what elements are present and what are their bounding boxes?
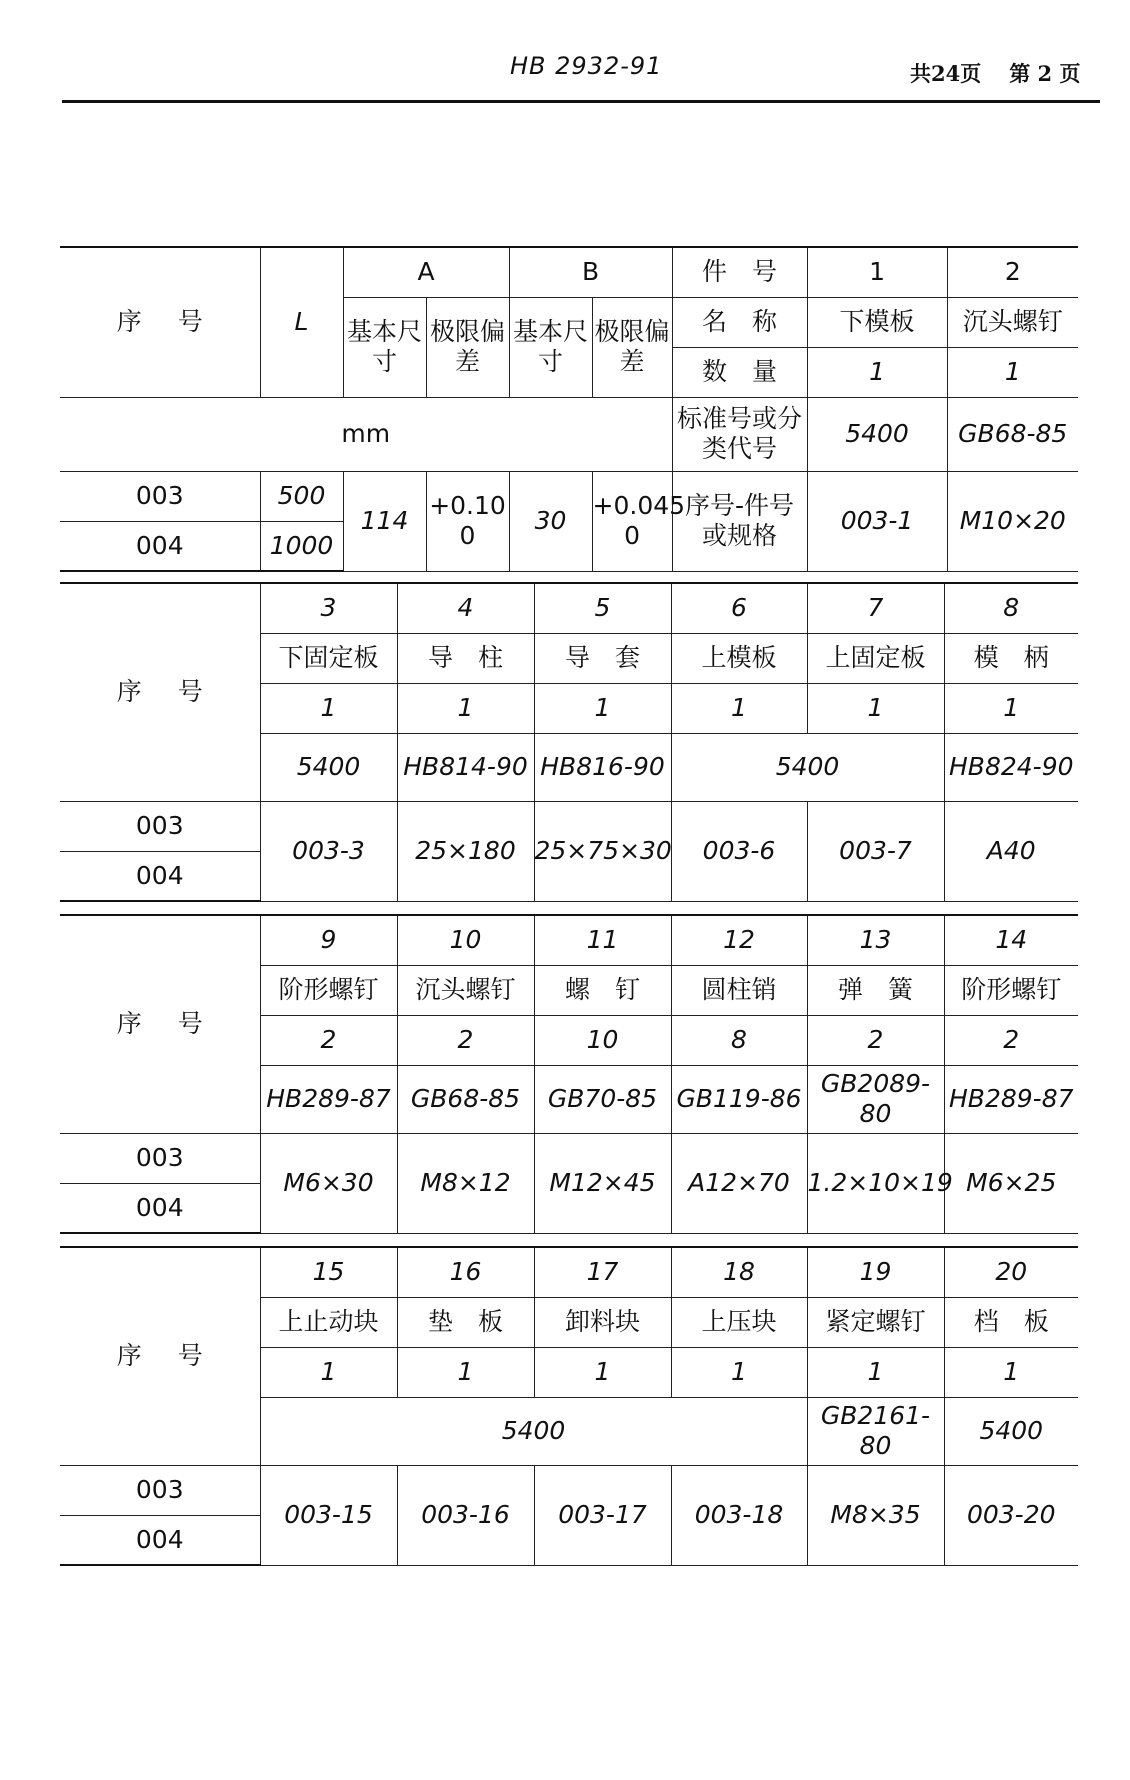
part-name: 模 柄 bbox=[944, 633, 1078, 683]
part-spec: M8×12 bbox=[397, 1133, 534, 1233]
part-no: 7 bbox=[807, 583, 944, 633]
part-name: 导 套 bbox=[534, 633, 671, 683]
L-value: 500 bbox=[260, 471, 343, 521]
part-name: 紧定螺钉 bbox=[807, 1297, 944, 1347]
label-name: 名 称 bbox=[672, 297, 807, 347]
part-no: 5 bbox=[534, 583, 671, 633]
part-name: 下模板 bbox=[807, 297, 947, 347]
part-qty: 1 bbox=[397, 683, 534, 733]
part-no: 3 bbox=[260, 583, 397, 633]
part-spec: 003-3 bbox=[260, 801, 397, 901]
total-pages: 共24页 bbox=[910, 61, 982, 86]
part-name: 上模板 bbox=[671, 633, 807, 683]
part-name: 上固定板 bbox=[807, 633, 944, 683]
A-dev-lower: 0 bbox=[459, 521, 476, 550]
unit-mm: mm bbox=[60, 397, 672, 471]
part-name: 垫 板 bbox=[397, 1297, 534, 1347]
header-rule bbox=[62, 100, 1100, 103]
part-qty: 1 bbox=[947, 347, 1078, 397]
B-dev-upper: +0.045 bbox=[592, 490, 686, 520]
part-std: HB814-90 bbox=[397, 733, 534, 801]
part-spec: 1.2×10×19 bbox=[807, 1133, 944, 1233]
table-section-2 bbox=[60, 582, 1078, 902]
page-count bbox=[910, 58, 1108, 88]
part-name: 上压块 bbox=[671, 1297, 807, 1347]
part-std: 5400 bbox=[260, 733, 397, 801]
part-name: 上止动块 bbox=[260, 1297, 397, 1347]
part-no: 14 bbox=[944, 915, 1078, 965]
part-name: 档 板 bbox=[944, 1297, 1078, 1347]
part-no: 17 bbox=[534, 1247, 671, 1297]
A-deviation bbox=[426, 471, 509, 571]
part-spec: M8×35 bbox=[807, 1465, 944, 1565]
table-section-1 bbox=[60, 246, 1078, 572]
part-qty: 1 bbox=[671, 1347, 807, 1397]
table-section-3 bbox=[60, 914, 1078, 1234]
part-name: 弹 簧 bbox=[807, 965, 944, 1015]
part-std: HB824-90 bbox=[944, 733, 1078, 801]
part-qty: 1 bbox=[807, 1347, 944, 1397]
part-spec: M12×45 bbox=[534, 1133, 671, 1233]
col-B-header: B bbox=[509, 247, 672, 297]
part-name: 沉头螺钉 bbox=[947, 297, 1078, 347]
part-spec: M6×25 bbox=[944, 1133, 1078, 1233]
part-spec: 003-17 bbox=[534, 1465, 671, 1565]
part-no: 11 bbox=[534, 915, 671, 965]
part-qty: 1 bbox=[944, 1347, 1078, 1397]
label-std: 标准号或分类代号 bbox=[672, 397, 807, 471]
part-std: GB2161-80 bbox=[807, 1397, 944, 1465]
seq-header: 序号 bbox=[60, 1247, 260, 1465]
part-spec: 003-18 bbox=[671, 1465, 807, 1565]
B-dev-lower: 0 bbox=[624, 521, 640, 550]
seq-003: 003 bbox=[60, 801, 260, 851]
part-spec: 25×180 bbox=[397, 801, 534, 901]
part-std: GB68-85 bbox=[397, 1065, 534, 1133]
part-spec: 003-16 bbox=[397, 1465, 534, 1565]
part-no: 20 bbox=[944, 1247, 1078, 1297]
A-dev-upper: +0.10 bbox=[429, 490, 506, 520]
B-basic: 30 bbox=[509, 471, 592, 571]
part-spec: M6×30 bbox=[260, 1133, 397, 1233]
label-qty: 数 量 bbox=[672, 347, 807, 397]
seq-004: 004 bbox=[60, 1183, 260, 1233]
part-spec: A40 bbox=[944, 801, 1078, 901]
seq-004: 004 bbox=[60, 1515, 260, 1565]
document-code: HB 2932-91 bbox=[510, 52, 663, 80]
part-qty: 10 bbox=[534, 1015, 671, 1065]
A-limit-dev-header: 极限偏差 bbox=[426, 297, 509, 397]
part-no: 6 bbox=[671, 583, 807, 633]
part-qty: 2 bbox=[397, 1015, 534, 1065]
part-no: 9 bbox=[260, 915, 397, 965]
seq-003: 003 bbox=[60, 1133, 260, 1183]
seq-004: 004 bbox=[60, 521, 260, 571]
part-std: 5400 bbox=[671, 733, 944, 801]
page-number: 第 2 页 bbox=[1009, 61, 1081, 86]
part-spec: M10×20 bbox=[947, 471, 1078, 571]
seq-header: 序号 bbox=[60, 915, 260, 1133]
part-no: 8 bbox=[944, 583, 1078, 633]
part-name: 下固定板 bbox=[260, 633, 397, 683]
part-no: 4 bbox=[397, 583, 534, 633]
part-no: 12 bbox=[671, 915, 807, 965]
part-std: GB119-86 bbox=[671, 1065, 807, 1133]
part-std: HB289-87 bbox=[944, 1065, 1078, 1133]
part-name: 圆柱销 bbox=[671, 965, 807, 1015]
part-name: 卸料块 bbox=[534, 1297, 671, 1347]
B-basic-size-header: 基本尺寸 bbox=[509, 297, 592, 397]
part-spec: A12×70 bbox=[671, 1133, 807, 1233]
part-qty: 1 bbox=[671, 683, 807, 733]
label-part-no: 件 号 bbox=[672, 247, 807, 297]
part-spec: 003-20 bbox=[944, 1465, 1078, 1565]
part-name: 沉头螺钉 bbox=[397, 965, 534, 1015]
part-qty: 1 bbox=[534, 1347, 671, 1397]
part-spec: 003-1 bbox=[807, 471, 947, 571]
part-no: 2 bbox=[947, 247, 1078, 297]
seq-003: 003 bbox=[60, 1465, 260, 1515]
part-qty: 1 bbox=[397, 1347, 534, 1397]
part-name: 阶形螺钉 bbox=[260, 965, 397, 1015]
col-L-header: L bbox=[260, 247, 343, 397]
part-qty: 1 bbox=[944, 683, 1078, 733]
table-section-4 bbox=[60, 1246, 1078, 1566]
part-std: HB289-87 bbox=[260, 1065, 397, 1133]
part-std: HB816-90 bbox=[534, 733, 671, 801]
A-basic: 114 bbox=[343, 471, 426, 571]
seq-004: 004 bbox=[60, 851, 260, 901]
part-qty: 2 bbox=[260, 1015, 397, 1065]
seq-header: 序号 bbox=[60, 247, 260, 397]
part-qty: 2 bbox=[807, 1015, 944, 1065]
part-qty: 1 bbox=[534, 683, 671, 733]
part-std: GB70-85 bbox=[534, 1065, 671, 1133]
part-spec: 25×75×30 bbox=[534, 801, 671, 901]
part-spec: 003-15 bbox=[260, 1465, 397, 1565]
part-qty: 1 bbox=[260, 683, 397, 733]
part-std: 5400 bbox=[807, 397, 947, 471]
seq-003: 003 bbox=[60, 471, 260, 521]
part-qty: 2 bbox=[944, 1015, 1078, 1065]
part-spec: 003-7 bbox=[807, 801, 944, 901]
part-no: 13 bbox=[807, 915, 944, 965]
part-no: 19 bbox=[807, 1247, 944, 1297]
part-name: 导 柱 bbox=[397, 633, 534, 683]
part-qty: 1 bbox=[807, 683, 944, 733]
part-no: 1 bbox=[807, 247, 947, 297]
part-std: GB2089-80 bbox=[807, 1065, 944, 1133]
part-spec: 003-6 bbox=[671, 801, 807, 901]
part-qty: 1 bbox=[807, 347, 947, 397]
part-name: 阶形螺钉 bbox=[944, 965, 1078, 1015]
B-limit-dev-header: 极限偏差 bbox=[592, 297, 672, 397]
part-no: 16 bbox=[397, 1247, 534, 1297]
part-qty: 8 bbox=[671, 1015, 807, 1065]
L-value: 1000 bbox=[260, 521, 343, 571]
B-deviation bbox=[592, 471, 686, 571]
part-qty: 1 bbox=[260, 1347, 397, 1397]
part-no: 18 bbox=[671, 1247, 807, 1297]
part-name: 螺 钉 bbox=[534, 965, 671, 1015]
part-std: 5400 bbox=[260, 1397, 807, 1465]
part-std: GB68-85 bbox=[947, 397, 1078, 471]
part-no: 10 bbox=[397, 915, 534, 965]
part-std: 5400 bbox=[944, 1397, 1078, 1465]
A-basic-size-header: 基本尺寸 bbox=[343, 297, 426, 397]
label-spec: 序号-件号或规格 bbox=[672, 471, 807, 571]
seq-header: 序号 bbox=[60, 583, 260, 801]
col-A-header: A bbox=[343, 247, 509, 297]
part-no: 15 bbox=[260, 1247, 397, 1297]
